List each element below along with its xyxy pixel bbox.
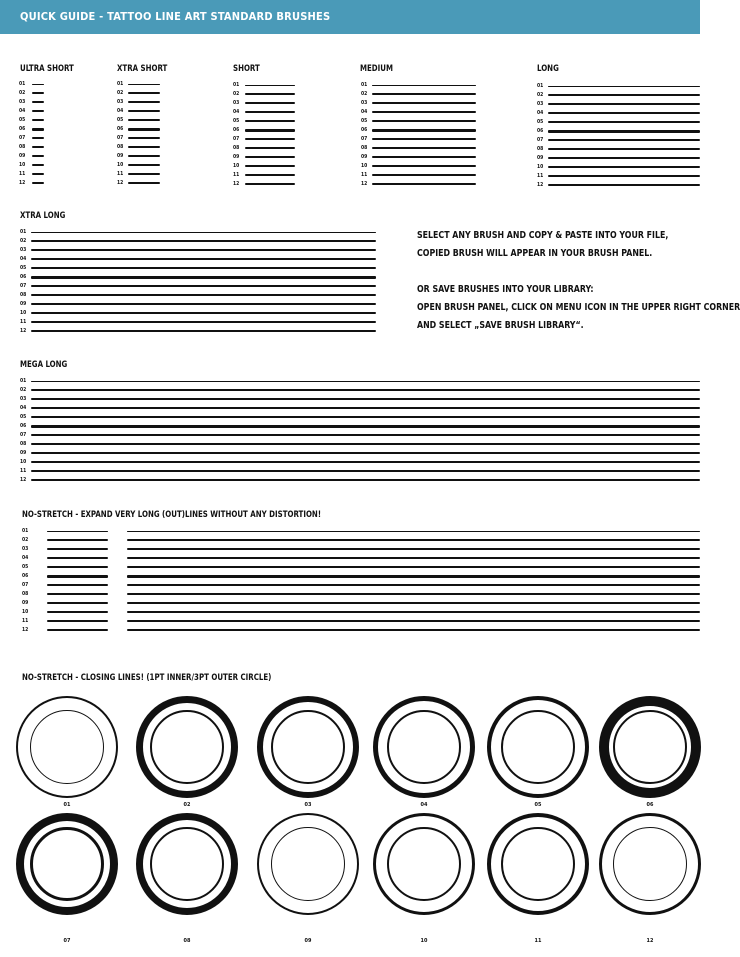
no-stretch-brush-stroke[interactable] xyxy=(47,548,108,550)
xtra-long-brush-number: 12 xyxy=(20,328,27,334)
short-brush-stroke[interactable] xyxy=(245,183,295,185)
medium-brush-stroke[interactable] xyxy=(372,165,476,167)
xtra-short-brush-stroke[interactable] xyxy=(128,110,160,112)
xtra-long-brush-stroke[interactable] xyxy=(31,267,376,269)
medium-brush-number: 06 xyxy=(361,127,368,133)
xtra-short-brush-stroke[interactable] xyxy=(128,182,160,184)
mega-long-brush-number: 07 xyxy=(20,432,27,438)
ultra-short-brush-stroke[interactable] xyxy=(32,84,44,85)
short-brush-number: 10 xyxy=(233,163,240,169)
long-brush-stroke[interactable] xyxy=(548,184,700,186)
ultra-short-brush-number: 04 xyxy=(19,108,26,114)
xtra-long-brush-stroke[interactable] xyxy=(31,312,376,314)
no-stretch-brush-number: 06 xyxy=(22,573,29,579)
xtra-short-brush-number: 07 xyxy=(117,135,124,141)
xtra-short-brush-stroke[interactable] xyxy=(128,146,160,148)
ultra-short-brush-stroke[interactable] xyxy=(32,101,44,103)
circle-label: 08 xyxy=(183,938,191,944)
ultra-short-brush-stroke[interactable] xyxy=(32,146,44,148)
no-stretch-brush-number: 11 xyxy=(22,618,29,624)
xtra-long-brush-number: 06 xyxy=(20,274,27,280)
inner-circle[interactable] xyxy=(387,827,461,901)
long-brush-stroke[interactable] xyxy=(548,112,700,114)
inner-circle[interactable] xyxy=(501,710,575,784)
xtra-short-brush-number: 06 xyxy=(117,126,124,132)
inner-circle[interactable] xyxy=(501,827,575,901)
short-brush-number: 11 xyxy=(233,172,240,178)
long-brush-stroke[interactable] xyxy=(548,103,700,105)
mega-long-brush-stroke[interactable] xyxy=(31,398,700,400)
short-brush-stroke[interactable] xyxy=(245,174,295,176)
mega-long-brush-number: 05 xyxy=(20,414,27,420)
medium-brush-stroke[interactable] xyxy=(372,85,476,86)
instruction-line-2: COPIED BRUSH WILL APPEAR IN YOUR BRUSH PANEL. xyxy=(417,248,653,259)
instruction-line-5: AND SELECT „SAVE BRUSH LIBRARY“. xyxy=(417,320,584,331)
medium-brush-number: 07 xyxy=(361,136,368,142)
circle-label: 06 xyxy=(646,802,654,808)
mega-long-brush-stroke[interactable] xyxy=(31,425,700,428)
no-stretch-brush-stroke[interactable] xyxy=(47,566,108,568)
inner-circle[interactable] xyxy=(150,827,224,901)
no-stretch-brush-stroke[interactable] xyxy=(127,602,700,604)
section-title-xtra-short: XTRA SHORT xyxy=(117,64,168,74)
medium-brush-number: 03 xyxy=(361,100,368,106)
circle-label: 11 xyxy=(534,938,542,944)
short-brush-stroke[interactable] xyxy=(245,120,295,122)
short-brush-number: 09 xyxy=(233,154,240,160)
mega-long-brush-stroke[interactable] xyxy=(31,461,700,463)
medium-brush-number: 11 xyxy=(361,172,368,178)
long-brush-number: 04 xyxy=(537,110,544,116)
section-title-short: SHORT xyxy=(233,64,260,74)
medium-brush-number: 04 xyxy=(361,109,368,115)
section-title-no-stretch-circles: NO-STRETCH - CLOSING LINES! (1PT INNER/3PT OUTER CIRCLE) xyxy=(22,673,272,683)
inner-circle[interactable] xyxy=(150,710,224,784)
mega-long-brush-number: 09 xyxy=(20,450,27,456)
mega-long-brush-stroke[interactable] xyxy=(31,452,700,454)
inner-circle[interactable] xyxy=(30,827,104,901)
xtra-long-brush-number: 04 xyxy=(20,256,27,262)
no-stretch-brush-stroke[interactable] xyxy=(127,620,700,622)
no-stretch-brush-stroke[interactable] xyxy=(47,620,108,622)
ultra-short-brush-number: 09 xyxy=(19,153,26,159)
no-stretch-brush-stroke[interactable] xyxy=(127,557,700,559)
long-brush-number: 11 xyxy=(537,173,544,179)
xtra-long-brush-stroke[interactable] xyxy=(31,294,376,296)
short-brush-stroke[interactable] xyxy=(245,156,295,158)
medium-brush-stroke[interactable] xyxy=(372,138,476,141)
no-stretch-brush-stroke[interactable] xyxy=(127,584,700,587)
short-brush-number: 03 xyxy=(233,100,240,106)
instruction-line-3: OR SAVE BRUSHES INTO YOUR LIBRARY: xyxy=(417,284,594,295)
medium-brush-stroke[interactable] xyxy=(372,120,476,122)
ultra-short-brush-stroke[interactable] xyxy=(32,155,44,157)
xtra-long-brush-stroke[interactable] xyxy=(31,330,376,332)
xtra-long-brush-stroke[interactable] xyxy=(31,285,376,288)
section-title-long: LONG xyxy=(537,64,559,74)
long-brush-stroke[interactable] xyxy=(548,148,700,150)
mega-long-brush-number: 01 xyxy=(20,378,27,384)
short-brush-stroke[interactable] xyxy=(245,147,295,149)
long-brush-stroke[interactable] xyxy=(548,121,700,123)
inner-circle[interactable] xyxy=(613,827,687,901)
short-brush-stroke[interactable] xyxy=(245,85,295,86)
ultra-short-brush-stroke[interactable] xyxy=(32,182,44,184)
medium-brush-stroke[interactable] xyxy=(372,111,476,113)
medium-brush-stroke[interactable] xyxy=(372,147,476,149)
long-brush-number: 06 xyxy=(537,128,544,134)
no-stretch-brush-stroke[interactable] xyxy=(127,575,700,578)
no-stretch-brush-number: 07 xyxy=(22,582,29,588)
ultra-short-brush-stroke[interactable] xyxy=(32,128,44,131)
ultra-short-brush-stroke[interactable] xyxy=(32,110,44,112)
mega-long-brush-stroke[interactable] xyxy=(31,381,700,382)
circle-label: 12 xyxy=(646,938,654,944)
short-brush-number: 04 xyxy=(233,109,240,115)
no-stretch-brush-number: 03 xyxy=(22,546,29,552)
section-title-xtra-long: XTRA LONG xyxy=(20,211,66,221)
long-brush-number: 05 xyxy=(537,119,544,125)
no-stretch-brush-number: 10 xyxy=(22,609,29,615)
xtra-long-brush-number: 10 xyxy=(20,310,27,316)
xtra-long-brush-number: 02 xyxy=(20,238,27,244)
no-stretch-brush-stroke[interactable] xyxy=(127,629,700,631)
long-brush-number: 12 xyxy=(537,182,544,188)
ultra-short-brush-number: 12 xyxy=(19,180,26,186)
circle-label: 10 xyxy=(420,938,428,944)
xtra-long-brush-stroke[interactable] xyxy=(31,249,376,251)
ultra-short-brush-stroke[interactable] xyxy=(32,137,44,140)
circle-label: 07 xyxy=(63,938,71,944)
mega-long-brush-stroke[interactable] xyxy=(31,434,700,437)
short-brush-number: 05 xyxy=(233,118,240,124)
mega-long-brush-number: 06 xyxy=(20,423,27,429)
no-stretch-brush-stroke[interactable] xyxy=(47,557,108,559)
xtra-short-brush-number: 08 xyxy=(117,144,124,150)
long-brush-stroke[interactable] xyxy=(548,86,700,87)
long-brush-stroke[interactable] xyxy=(548,157,700,159)
section-title-no-stretch: NO-STRETCH - EXPAND VERY LONG (OUT)LINES WITHOUT ANY DISTORTION! xyxy=(22,510,322,520)
ultra-short-brush-number: 03 xyxy=(19,99,26,105)
xtra-short-brush-stroke[interactable] xyxy=(128,92,160,94)
no-stretch-brush-number: 09 xyxy=(22,600,29,606)
page-title: QUICK GUIDE - TATTOO LINE ART STANDARD BRUSHES xyxy=(20,10,331,23)
xtra-long-brush-stroke[interactable] xyxy=(31,240,376,242)
no-stretch-brush-number: 02 xyxy=(22,537,29,543)
header-bar xyxy=(0,0,700,34)
xtra-long-brush-number: 01 xyxy=(20,229,27,235)
xtra-short-brush-number: 05 xyxy=(117,117,124,123)
short-brush-stroke[interactable] xyxy=(245,102,295,104)
medium-brush-number: 12 xyxy=(361,181,368,187)
no-stretch-brush-stroke[interactable] xyxy=(47,593,108,595)
short-brush-number: 12 xyxy=(233,181,240,187)
ultra-short-brush-stroke[interactable] xyxy=(32,119,44,121)
circle-label: 03 xyxy=(304,802,312,808)
short-brush-number: 07 xyxy=(233,136,240,142)
instruction-line-4: OPEN BRUSH PANEL, CLICK ON MENU ICON IN THE UPPER RIGHT CORNER xyxy=(417,302,740,313)
no-stretch-brush-stroke[interactable] xyxy=(47,531,108,532)
xtra-long-brush-number: 07 xyxy=(20,283,27,289)
mega-long-brush-stroke[interactable] xyxy=(31,416,700,418)
mega-long-brush-number: 11 xyxy=(20,468,27,474)
xtra-short-brush-stroke[interactable] xyxy=(128,164,160,166)
no-stretch-brush-stroke[interactable] xyxy=(47,575,108,578)
mega-long-brush-stroke[interactable] xyxy=(31,407,700,409)
xtra-short-brush-stroke[interactable] xyxy=(128,173,160,175)
short-brush-stroke[interactable] xyxy=(245,93,295,95)
inner-circle[interactable] xyxy=(271,710,345,784)
xtra-short-brush-stroke[interactable] xyxy=(128,128,160,131)
xtra-short-brush-stroke[interactable] xyxy=(128,155,160,157)
medium-brush-stroke[interactable] xyxy=(372,156,476,158)
medium-brush-number: 09 xyxy=(361,154,368,160)
no-stretch-brush-stroke[interactable] xyxy=(127,531,700,532)
no-stretch-brush-stroke[interactable] xyxy=(127,539,700,541)
xtra-short-brush-stroke[interactable] xyxy=(128,84,160,85)
mega-long-brush-number: 04 xyxy=(20,405,27,411)
no-stretch-brush-stroke[interactable] xyxy=(127,566,700,568)
xtra-long-brush-stroke[interactable] xyxy=(31,258,376,260)
no-stretch-brush-number: 04 xyxy=(22,555,29,561)
xtra-long-brush-stroke[interactable] xyxy=(31,232,376,233)
inner-circle[interactable] xyxy=(387,710,461,784)
no-stretch-brush-stroke[interactable] xyxy=(127,548,700,550)
short-brush-stroke[interactable] xyxy=(245,111,295,113)
ultra-short-brush-stroke[interactable] xyxy=(32,164,44,166)
short-brush-number: 02 xyxy=(233,91,240,97)
long-brush-stroke[interactable] xyxy=(548,175,700,177)
long-brush-number: 08 xyxy=(537,146,544,152)
circle-label: 02 xyxy=(183,802,191,808)
medium-brush-number: 05 xyxy=(361,118,368,124)
long-brush-number: 10 xyxy=(537,164,544,170)
no-stretch-brush-number: 01 xyxy=(22,528,29,534)
mega-long-brush-number: 02 xyxy=(20,387,27,393)
short-brush-stroke[interactable] xyxy=(245,165,295,167)
short-brush-number: 08 xyxy=(233,145,240,151)
ultra-short-brush-number: 08 xyxy=(19,144,26,150)
short-brush-number: 06 xyxy=(233,127,240,133)
medium-brush-stroke[interactable] xyxy=(372,174,476,176)
long-brush-number: 02 xyxy=(537,92,544,98)
ultra-short-brush-number: 02 xyxy=(19,90,26,96)
mega-long-brush-number: 08 xyxy=(20,441,27,447)
long-brush-stroke[interactable] xyxy=(548,139,700,142)
medium-brush-stroke[interactable] xyxy=(372,102,476,104)
mega-long-brush-stroke[interactable] xyxy=(31,389,700,391)
no-stretch-brush-stroke[interactable] xyxy=(47,629,108,631)
medium-brush-number: 02 xyxy=(361,91,368,97)
xtra-short-brush-number: 02 xyxy=(117,90,124,96)
xtra-short-brush-stroke[interactable] xyxy=(128,101,160,103)
no-stretch-brush-number: 05 xyxy=(22,564,29,570)
no-stretch-brush-number: 12 xyxy=(22,627,29,633)
no-stretch-brush-stroke[interactable] xyxy=(127,593,700,595)
inner-circle[interactable] xyxy=(613,710,687,784)
instruction-line-1: SELECT ANY BRUSH AND COPY & PASTE INTO YOUR FILE, xyxy=(417,230,669,241)
xtra-long-brush-number: 03 xyxy=(20,247,27,253)
xtra-long-brush-number: 09 xyxy=(20,301,27,307)
no-stretch-brush-stroke[interactable] xyxy=(127,611,700,613)
xtra-long-brush-number: 08 xyxy=(20,292,27,298)
long-brush-stroke[interactable] xyxy=(548,166,700,168)
mega-long-brush-stroke[interactable] xyxy=(31,443,700,445)
section-title-ultra-short: ULTRA SHORT xyxy=(20,64,74,74)
inner-circle[interactable] xyxy=(30,710,104,784)
long-brush-number: 07 xyxy=(537,137,544,143)
ultra-short-brush-number: 05 xyxy=(19,117,26,123)
short-brush-number: 01 xyxy=(233,82,240,88)
medium-brush-stroke[interactable] xyxy=(372,129,476,132)
mega-long-brush-number: 10 xyxy=(20,459,27,465)
no-stretch-brush-number: 08 xyxy=(22,591,29,597)
medium-brush-number: 08 xyxy=(361,145,368,151)
xtra-long-brush-stroke[interactable] xyxy=(31,303,376,305)
ultra-short-brush-number: 06 xyxy=(19,126,26,132)
xtra-short-brush-number: 09 xyxy=(117,153,124,159)
inner-circle[interactable] xyxy=(271,827,345,901)
mega-long-brush-number: 12 xyxy=(20,477,27,483)
section-title-mega-long: MEGA LONG xyxy=(20,360,68,370)
no-stretch-brush-stroke[interactable] xyxy=(47,602,108,604)
xtra-short-brush-number: 04 xyxy=(117,108,124,114)
xtra-short-brush-stroke[interactable] xyxy=(128,137,160,140)
section-title-medium: MEDIUM xyxy=(360,64,393,74)
xtra-short-brush-number: 10 xyxy=(117,162,124,168)
long-brush-number: 03 xyxy=(537,101,544,107)
xtra-short-brush-number: 12 xyxy=(117,180,124,186)
mega-long-brush-number: 03 xyxy=(20,396,27,402)
xtra-long-brush-stroke[interactable] xyxy=(31,321,376,323)
xtra-short-brush-stroke[interactable] xyxy=(128,119,160,121)
medium-brush-stroke[interactable] xyxy=(372,183,476,185)
medium-brush-number: 01 xyxy=(361,82,368,88)
mega-long-brush-stroke[interactable] xyxy=(31,479,700,481)
circle-label: 05 xyxy=(534,802,542,808)
circle-label: 09 xyxy=(304,938,312,944)
ultra-short-brush-number: 10 xyxy=(19,162,26,168)
xtra-short-brush-number: 01 xyxy=(117,81,124,87)
ultra-short-brush-number: 11 xyxy=(19,171,26,177)
no-stretch-brush-stroke[interactable] xyxy=(47,584,108,587)
xtra-long-brush-number: 11 xyxy=(20,319,27,325)
ultra-short-brush-stroke[interactable] xyxy=(32,173,44,175)
ultra-short-brush-number: 01 xyxy=(19,81,26,87)
medium-brush-stroke[interactable] xyxy=(372,93,476,95)
xtra-short-brush-number: 11 xyxy=(117,171,124,177)
short-brush-stroke[interactable] xyxy=(245,129,295,132)
circle-label: 04 xyxy=(420,802,428,808)
circle-label: 01 xyxy=(63,802,71,808)
xtra-long-brush-number: 05 xyxy=(20,265,27,271)
xtra-long-brush-stroke[interactable] xyxy=(31,276,376,279)
long-brush-number: 01 xyxy=(537,83,544,89)
long-brush-stroke[interactable] xyxy=(548,130,700,133)
mega-long-brush-stroke[interactable] xyxy=(31,470,700,472)
xtra-short-brush-number: 03 xyxy=(117,99,124,105)
ultra-short-brush-number: 07 xyxy=(19,135,26,141)
no-stretch-brush-stroke[interactable] xyxy=(47,539,108,541)
long-brush-stroke[interactable] xyxy=(548,94,700,96)
medium-brush-number: 10 xyxy=(361,163,368,169)
long-brush-number: 09 xyxy=(537,155,544,161)
ultra-short-brush-stroke[interactable] xyxy=(32,92,44,94)
short-brush-stroke[interactable] xyxy=(245,138,295,141)
no-stretch-brush-stroke[interactable] xyxy=(47,611,108,613)
